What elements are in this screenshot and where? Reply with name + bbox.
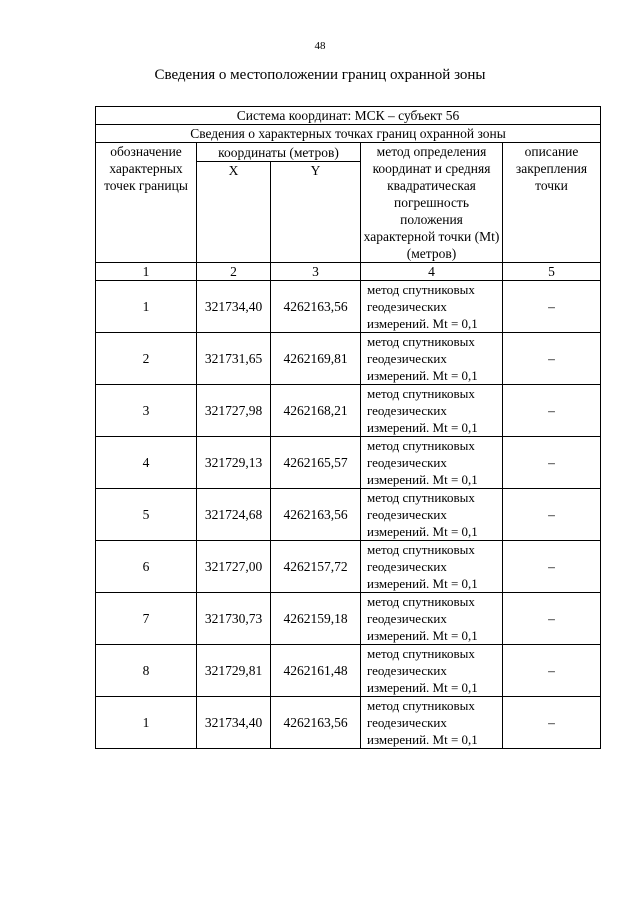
table-row: [96, 281, 601, 333]
document-title: Сведения о местоположении границ охранной зоны: [154, 67, 486, 83]
x-coordinate-cell: 321729,13: [197, 437, 271, 489]
column-number: 2: [197, 263, 271, 281]
y-coordinate-cell: 4262159,18: [271, 593, 361, 645]
method-cell: метод спутниковых геодезических измерений. Mt = 0,1: [361, 645, 503, 697]
header-description: описание закрепления точки: [503, 143, 601, 263]
method-cell: метод спутниковых геодезических измерений. Mt = 0,1: [361, 333, 503, 385]
point-cell: 4: [96, 437, 197, 489]
method-cell: метод спутниковых геодезических измерений. Mt = 0,1: [361, 697, 503, 749]
method-cell: метод спутниковых геодезических измерений. Mt = 0,1: [361, 489, 503, 541]
point-cell: 1: [96, 281, 197, 333]
point-cell: 1: [96, 697, 197, 749]
point-cell: 2: [96, 333, 197, 385]
header-method: метод определения координат и средняя квадратическая погрешность положения характерной точки (Mt) (метров): [361, 143, 503, 263]
boundary-points-table: [95, 106, 601, 749]
x-coordinate-cell: 321724,68: [197, 489, 271, 541]
method-cell: метод спутниковых геодезических измерений. Mt = 0,1: [361, 541, 503, 593]
column-number: 5: [503, 263, 601, 281]
x-coordinate-cell: 321727,98: [197, 385, 271, 437]
method-cell: метод спутниковых геодезических измерений. Mt = 0,1: [361, 281, 503, 333]
section-title-cell: Сведения о характерных точках границ охранной зоны: [96, 125, 601, 143]
x-coordinate-cell: 321729,81: [197, 645, 271, 697]
column-number: 4: [361, 263, 503, 281]
description-cell: –: [503, 333, 601, 385]
header-coordinates: координаты (метров): [197, 143, 361, 162]
table-row: [96, 593, 601, 645]
description-cell: –: [503, 437, 601, 489]
table-row: [96, 697, 601, 749]
column-number-row: [96, 263, 601, 281]
x-coordinate-cell: 321734,40: [197, 281, 271, 333]
table-row: [96, 541, 601, 593]
x-coordinate-cell: 321727,00: [197, 541, 271, 593]
table-row: [96, 489, 601, 541]
point-cell: 5: [96, 489, 197, 541]
point-cell: 7: [96, 593, 197, 645]
coord-system-cell: Система координат: МСК – субъект 56: [96, 107, 601, 125]
header-y: Y: [271, 162, 361, 263]
description-cell: –: [503, 281, 601, 333]
table-row: [96, 333, 601, 385]
description-cell: –: [503, 645, 601, 697]
y-coordinate-cell: 4262161,48: [271, 645, 361, 697]
description-cell: –: [503, 385, 601, 437]
method-cell: метод спутниковых геодезических измерений. Mt = 0,1: [361, 385, 503, 437]
table-row: [96, 645, 601, 697]
description-cell: –: [503, 697, 601, 749]
description-cell: –: [503, 541, 601, 593]
point-cell: 3: [96, 385, 197, 437]
x-coordinate-cell: 321734,40: [197, 697, 271, 749]
method-cell: метод спутниковых геодезических измерений. Mt = 0,1: [361, 437, 503, 489]
y-coordinate-cell: 4262165,57: [271, 437, 361, 489]
point-cell: 6: [96, 541, 197, 593]
y-coordinate-cell: 4262163,56: [271, 281, 361, 333]
y-coordinate-cell: 4262163,56: [271, 697, 361, 749]
y-coordinate-cell: 4262168,21: [271, 385, 361, 437]
column-number: 3: [271, 263, 361, 281]
method-cell: метод спутниковых геодезических измерений. Mt = 0,1: [361, 593, 503, 645]
description-cell: –: [503, 593, 601, 645]
page-number: 48: [314, 40, 326, 52]
table-row: [96, 385, 601, 437]
y-coordinate-cell: 4262169,81: [271, 333, 361, 385]
y-coordinate-cell: 4262157,72: [271, 541, 361, 593]
y-coordinate-cell: 4262163,56: [271, 489, 361, 541]
x-coordinate-cell: 321730,73: [197, 593, 271, 645]
header-designation: обозначение характерных точек границы: [96, 143, 197, 263]
header-x: X: [197, 162, 271, 263]
x-coordinate-cell: 321731,65: [197, 333, 271, 385]
description-cell: –: [503, 489, 601, 541]
table-row: [96, 437, 601, 489]
point-cell: 8: [96, 645, 197, 697]
column-number: 1: [96, 263, 197, 281]
